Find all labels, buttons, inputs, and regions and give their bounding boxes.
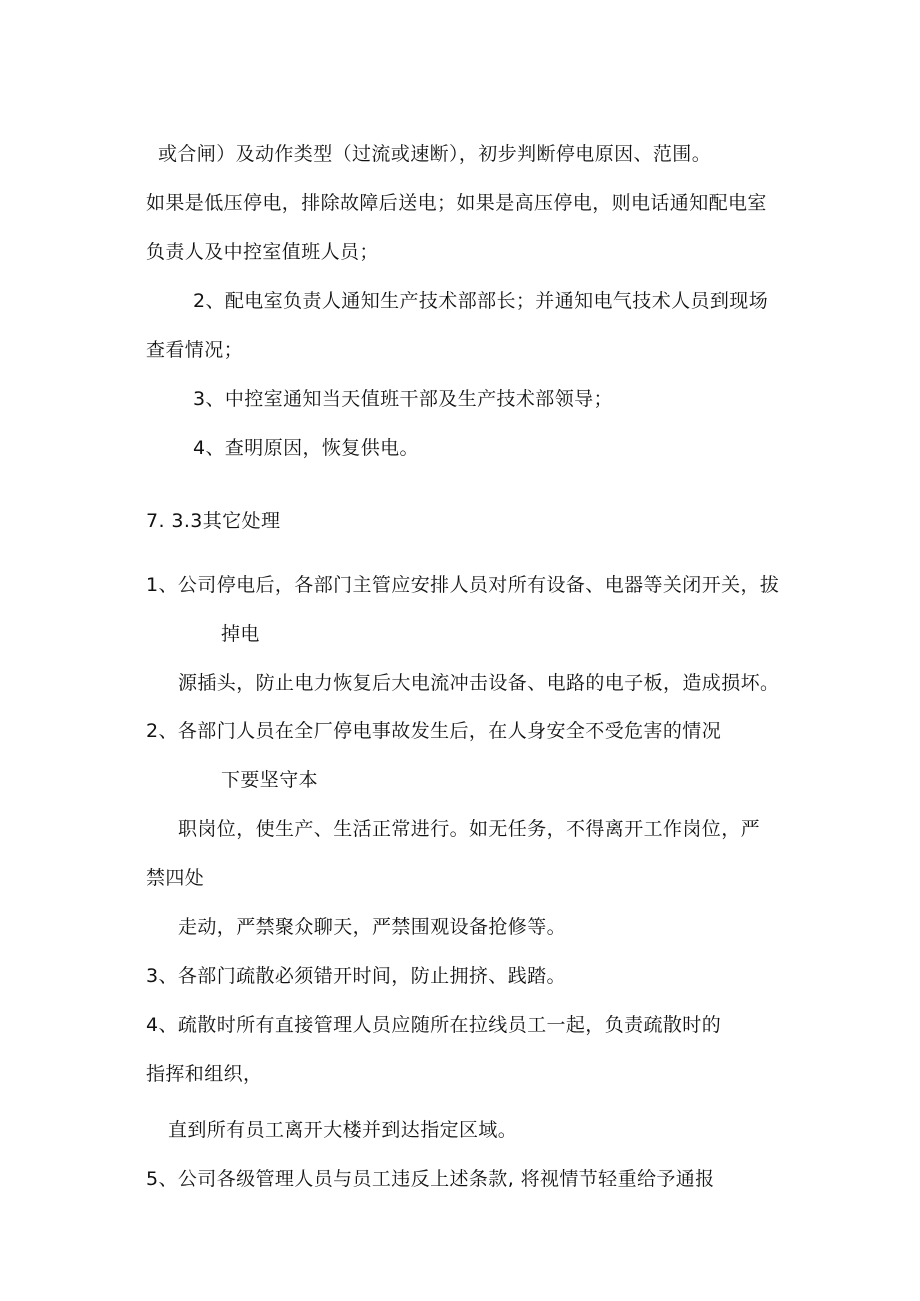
text-line-20: 直到所有员工离开大楼并到达指定区域。 — [168, 1119, 518, 1141]
text-line-14: 职岗位，使生产、生活正常进行。如无任务，不得离开工作岗位，严 — [178, 818, 761, 840]
text-line-10: 掉电 — [221, 623, 260, 645]
text-line-3: 负责人及中控室值班人员； — [146, 241, 379, 263]
text-line-19: 指挥和组织， — [146, 1063, 263, 1085]
text-line-21: 5、公司各级管理人员与员工违反上述条款, 将视情节轻重给予通报 — [146, 1168, 715, 1190]
text-line-5: 查看情况； — [146, 339, 244, 361]
text-line-13: 下要坚守本 — [221, 769, 319, 791]
text-line-4: 2、配电室负责人通知生产技术部部长；并通知电气技术人员到现场 — [193, 290, 769, 312]
text-line-18: 4、疏散时所有直接管理人员应随所在拉线员工一起，负责疏散时的 — [146, 1014, 722, 1036]
text-line-12: 2、各部门人员在全厂停电事故发生后，在人身安全不受危害的情况 — [146, 720, 722, 742]
text-line-17: 3、各部门疏散必须错开时间，防止拥挤、践踏。 — [146, 965, 566, 987]
text-line-16: 走动，严禁聚众聊天，严禁围观设备抢修等。 — [178, 916, 567, 938]
text-line-7: 4、查明原因，恢复供电。 — [193, 437, 419, 459]
section-heading: 7. 3.3其它处理 — [146, 510, 281, 532]
text-line-15: 禁四处 — [146, 867, 205, 889]
text-line-1: 或合闸）及动作类型（过流或速断），初步判断停电原因、范围。 — [158, 143, 712, 165]
text-line-2: 如果是低压停电，排除故障后送电；如果是高压停电，则电话通知配电室 — [146, 192, 767, 214]
text-line-11: 源插头，防止电力恢复后大电流冲击设备、电路的电子板，造成损坏。 — [178, 672, 780, 694]
text-line-9: 1、公司停电后，各部门主管应安排人员对所有设备、电器等关闭开关，拔 — [146, 574, 780, 596]
text-line-6: 3、中控室通知当天值班干部及生产技术部领导； — [193, 388, 613, 410]
